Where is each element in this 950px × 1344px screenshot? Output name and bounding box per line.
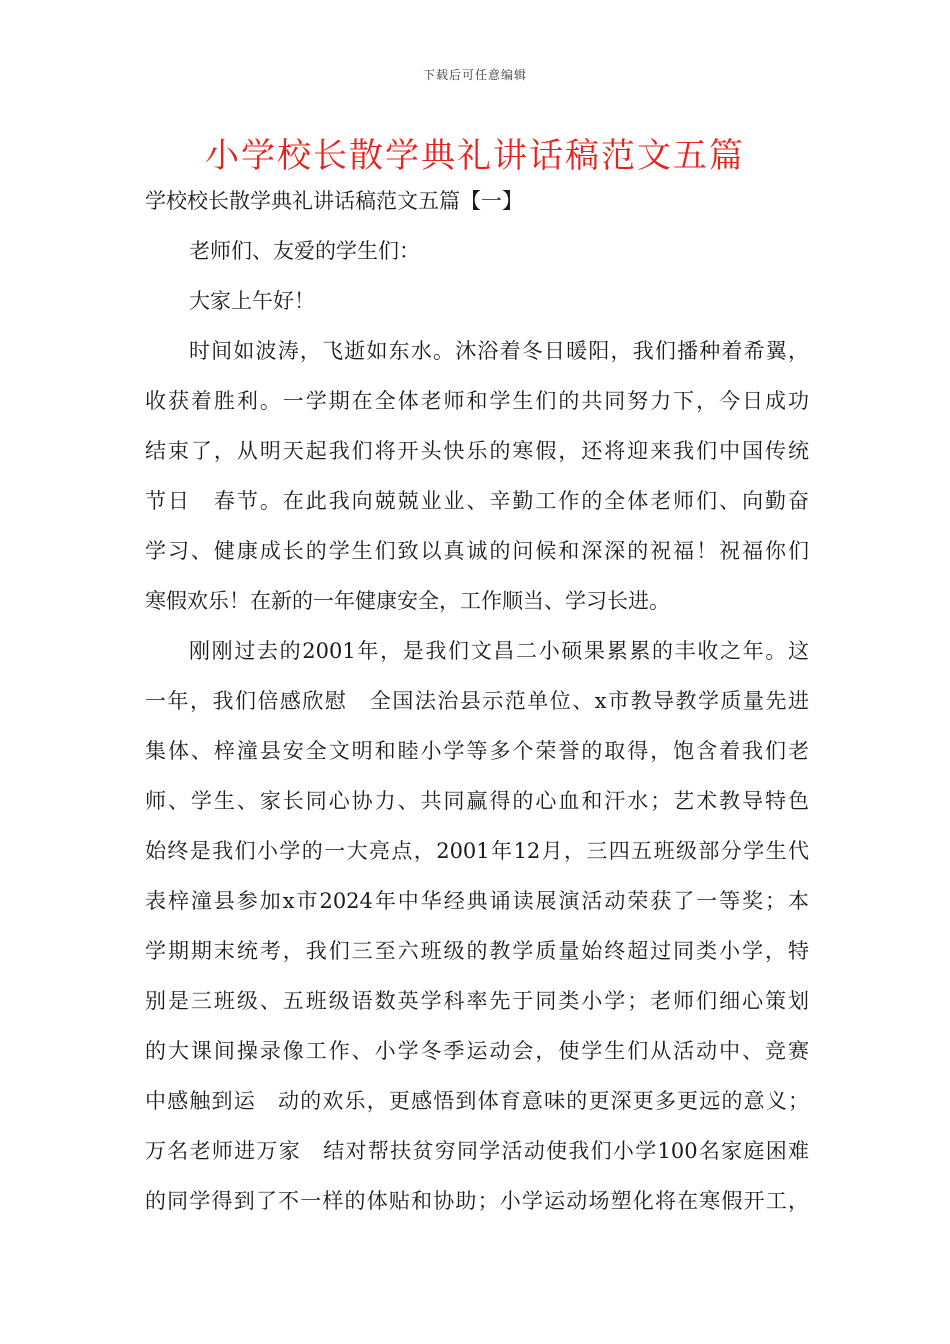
paragraph-line: 中感触到运 动的欢乐，更感悟到体育意味的更深更多更远的意义； [145, 1089, 809, 1113]
header-note: 下载后可任意编辑 [422, 68, 527, 82]
paragraph-line: 始终是我们小学的一大亮点，2001年12月，三四五班级部分学生代 [145, 839, 809, 863]
paragraph-line: 一年，我们倍感欣慰 全国法治县示范单位、x市教导教学质量先进 [145, 689, 809, 713]
paragraph-line: 学期期末统考，我们三至六班级的教学质量始终超过同类小学，特 [145, 939, 809, 963]
paragraph-line: 学习、健康成长的学生们致以真诚的问候和深深的祝福！祝福你们 [145, 539, 809, 563]
paragraph-line: 别是三班级、五班级语数英学科率先于同类小学；老师们细心策划 [145, 989, 809, 1013]
paragraph-line: 时间如波涛，飞逝如东水。沐浴着冬日暖阳，我们播种着希翼， [189, 339, 809, 363]
salutation-line: 老师们、友爱的学生们： [189, 239, 420, 263]
paragraph-line: 寒假欢乐！在新的一年健康安全，工作顺当、学习长进。 [145, 589, 670, 613]
document-body [145, 176, 809, 1226]
paragraph-line: 的大课间操录像工作、小学冬季运动会，使学生们从活动中、竞赛 [145, 1039, 809, 1063]
paragraph-line: 万名老师进万家 结对帮扶贫穷同学活动使我们小学100名家庭困难 [145, 1139, 809, 1163]
paragraph-line: 收获着胜利。一学期在全体老师和学生们的共同努力下，今日成功 [145, 389, 809, 413]
document-title: 小学校长散学典礼讲话稿范文五篇 [205, 136, 745, 176]
paragraph-line: 节日 春节。在此我向兢兢业业、辛勤工作的全体老师们、向勤奋 [145, 489, 809, 513]
paragraph-line: 结束了，从明天起我们将开头快乐的寒假，还将迎来我们中国传统 [145, 439, 809, 463]
greeting-line: 大家上午好！ [189, 289, 315, 313]
paragraph-line: 的同学得到了不一样的体贴和协助；小学运动场塑化将在寒假开工， [145, 1189, 809, 1213]
section-heading: 学校校长散学典礼讲话稿范文五篇【一】 [145, 189, 523, 213]
paragraph-line: 表梓潼县参加x市2024年中华经典诵读展演活动荣获了一等奖；本 [145, 889, 809, 913]
paragraph-line: 刚刚过去的2001年，是我们文昌二小硕果累累的丰收之年。这 [189, 639, 809, 663]
paragraph-line: 集体、梓潼县安全文明和睦小学等多个荣誉的取得，饱含着我们老 [145, 739, 809, 763]
paragraph-line: 师、学生、家长同心协力、共同赢得的心血和汗水；艺术教导特色 [145, 789, 809, 813]
